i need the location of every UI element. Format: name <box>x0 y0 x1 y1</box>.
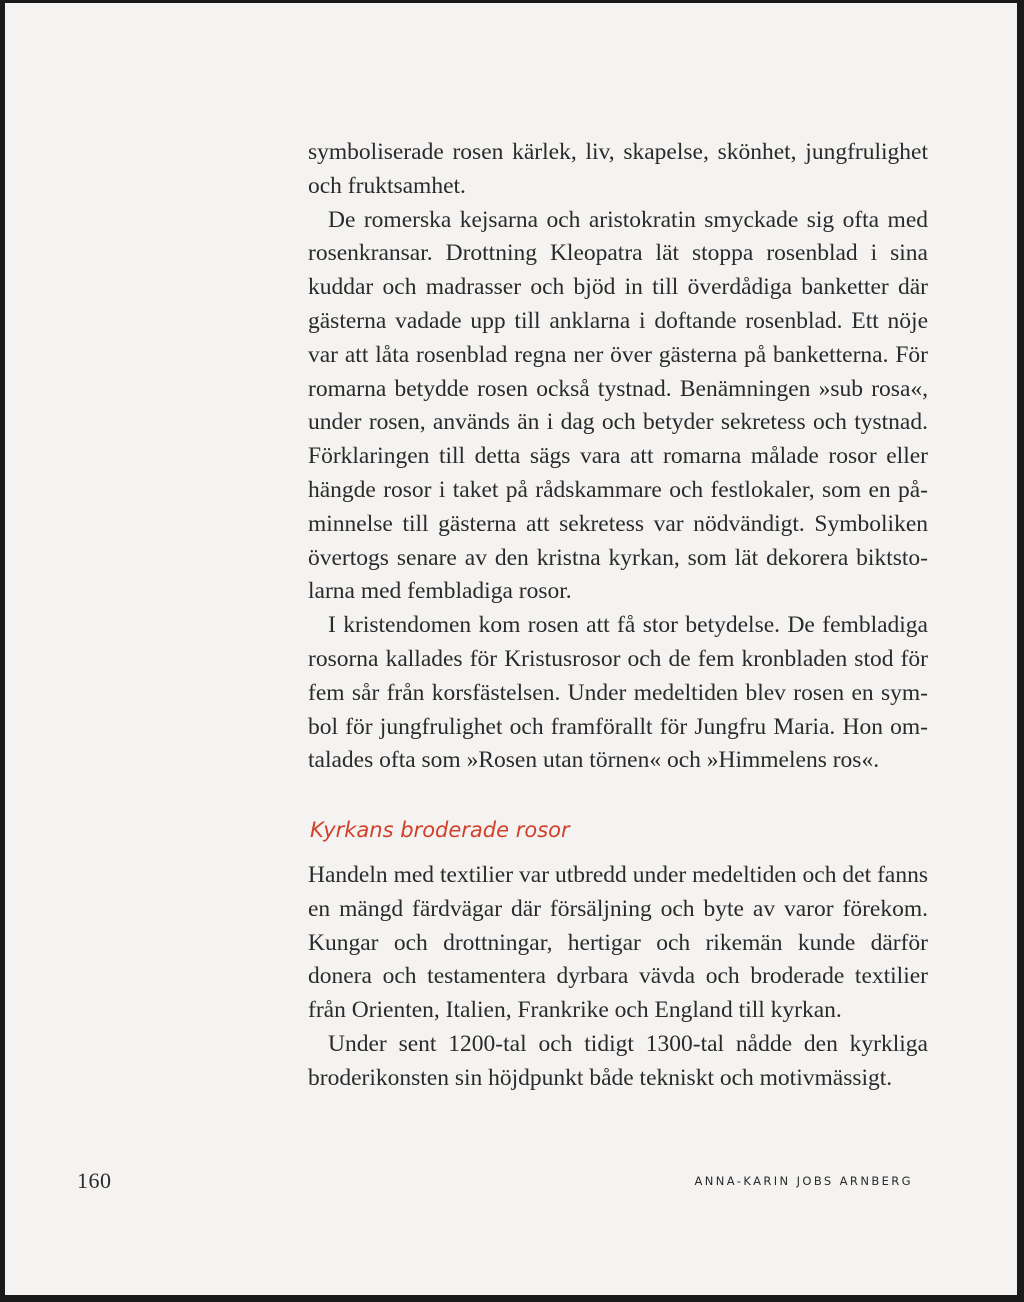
paragraph: Handeln med textilier var utbredd under medeltiden och det fanns en mängd färdvägar där försäljning och byte av varor förekom. Kungar och drottningar, hertigar och rikemän kunde därför donera och testamentera dyrbara vävda och broderade textilier från Orienten, Italien, Frankrike och England till kyrkan. <box>308 862 928 1024</box>
body-text-lower <box>308 859 928 1096</box>
paragraph: De romerska kejsarna och aristokratin smyckade sig ofta med rosenkransar. Drottning Kleopatra lät stoppa rosenblad i sina kuddar och madrasser och bjöd in till överdådiga banketter där gästerna vadade upp till anklarna i doftande rosenblad. Ett nöje var att låta rosenblad regna ner över gästerna på banketterna. För romarna betydde rosen också tystnad. Benämningen »sub rosa«, under rosen, används än i dag och betyder sekretess och tystnad. Förklaringen till detta sägs vara att romarna målade rosor eller hängde rosor i taket på rådskammare och festlokaler, som en påminnelse till gästerna att sekretess var nödvändigt. Symboliken övertogs senare av den kristna kyrkan, som lät dekorera biktstolarna med fembladiga rosor. <box>308 206 928 605</box>
paragraph: symboliserade rosen kärlek, liv, skapelse, skönhet, jungfrulighet och fruktsamhet. <box>308 139 928 199</box>
paragraph: I kristendomen kom rosen att få stor betydelse. De fembladiga rosorna kallades för Kristusrosor och de fem kronbladen stod för fem sår från korsfästelsen. Under medeltiden blev rosen en symbol för jungfrulighet och framförallt för Jungfru Maria. Hon omtalades ofta som »Rosen utan törnen« och »Himmelens ros«. <box>308 612 928 774</box>
section-heading: Kyrkans broderade rosor <box>310 818 570 842</box>
page-number: 160 <box>77 1168 112 1193</box>
body-text-upper <box>308 136 928 778</box>
book-page <box>5 3 1017 1295</box>
running-head-author: ANNA-KARIN JOBS ARNBERG <box>694 1174 913 1188</box>
paragraph: Under sent 1200-tal och tidigt 1300-tal nådde den kyrkliga broderikonsten sin höjdpunkt både tekniskt och motivmässigt. <box>308 1030 928 1091</box>
